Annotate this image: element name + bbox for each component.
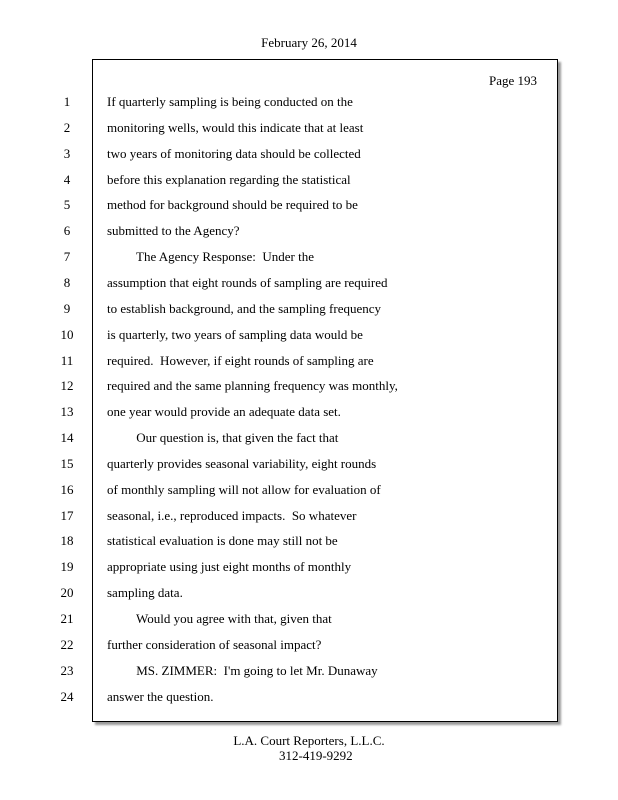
footer-phone: 312-419-9292 xyxy=(279,748,353,763)
line-number: 20 xyxy=(60,585,74,600)
line-text: two years of monitoring data should be collected xyxy=(107,146,361,161)
line-number: 1 xyxy=(63,94,71,109)
line-number: 6 xyxy=(63,223,71,238)
line-number: 23 xyxy=(60,663,74,678)
line-number: 9 xyxy=(63,301,71,316)
line-text: method for background should be required to be xyxy=(107,197,358,212)
line-number: 14 xyxy=(60,430,74,445)
page-number: Page 193 xyxy=(488,73,537,88)
line-text: monitoring wells, would this indicate that at least xyxy=(107,120,364,135)
line-number: 12 xyxy=(60,378,74,393)
line-text: before this explanation regarding the statistical xyxy=(107,172,351,187)
line-number: 5 xyxy=(63,197,71,212)
line-number: 18 xyxy=(60,533,74,548)
line-text: If quarterly sampling is being conducted on the xyxy=(107,94,353,109)
line-text: to establish background, and the sampling frequency xyxy=(107,301,382,316)
line-text: MS. ZIMMER: I'm going to let Mr. Dunaway xyxy=(107,663,378,678)
line-text: Our question is, that given the fact that xyxy=(107,430,339,445)
line-text: quarterly provides seasonal variability, eight rounds xyxy=(107,456,377,471)
line-text: appropriate using just eight months of monthly xyxy=(107,559,352,574)
line-number: 19 xyxy=(60,559,74,574)
line-number: 13 xyxy=(60,404,74,419)
line-number: 16 xyxy=(60,482,74,497)
line-text: required. However, if eight rounds of sampling are xyxy=(107,353,374,368)
line-number: 15 xyxy=(60,456,74,471)
line-text: statistical evaluation is done may still not be xyxy=(107,533,338,548)
line-text: one year would provide an adequate data set. xyxy=(107,404,341,419)
line-number: 22 xyxy=(60,637,74,652)
line-text: assumption that eight rounds of sampling are required xyxy=(107,275,388,290)
line-number: 3 xyxy=(63,146,71,161)
line-number: 21 xyxy=(60,611,74,626)
line-text: further consideration of seasonal impact? xyxy=(107,637,322,652)
line-text: seasonal, i.e., reproduced impacts. So whatever xyxy=(107,508,357,523)
line-number: 10 xyxy=(60,327,74,342)
line-text: is quarterly, two years of sampling data would be xyxy=(107,327,363,342)
line-text: The Agency Response: Under the xyxy=(107,249,314,264)
line-number: 2 xyxy=(63,120,71,135)
line-text: of monthly sampling will not allow for evaluation of xyxy=(107,482,381,497)
line-text: sampling data. xyxy=(107,585,183,600)
line-text: Would you agree with that, given that xyxy=(107,611,332,626)
line-text: submitted to the Agency? xyxy=(107,223,240,238)
line-number: 11 xyxy=(60,353,74,368)
line-text: required and the same planning frequency was monthly, xyxy=(107,378,398,393)
line-number: 17 xyxy=(60,508,74,523)
line-number: 24 xyxy=(60,689,74,704)
line-text: answer the question. xyxy=(107,689,214,704)
header-date: February 26, 2014 xyxy=(261,35,357,50)
footer-firm-name: L.A. Court Reporters, L.L.C. xyxy=(233,733,385,748)
line-number: 4 xyxy=(63,172,71,187)
line-number: 8 xyxy=(63,275,71,290)
line-number: 7 xyxy=(63,249,71,264)
